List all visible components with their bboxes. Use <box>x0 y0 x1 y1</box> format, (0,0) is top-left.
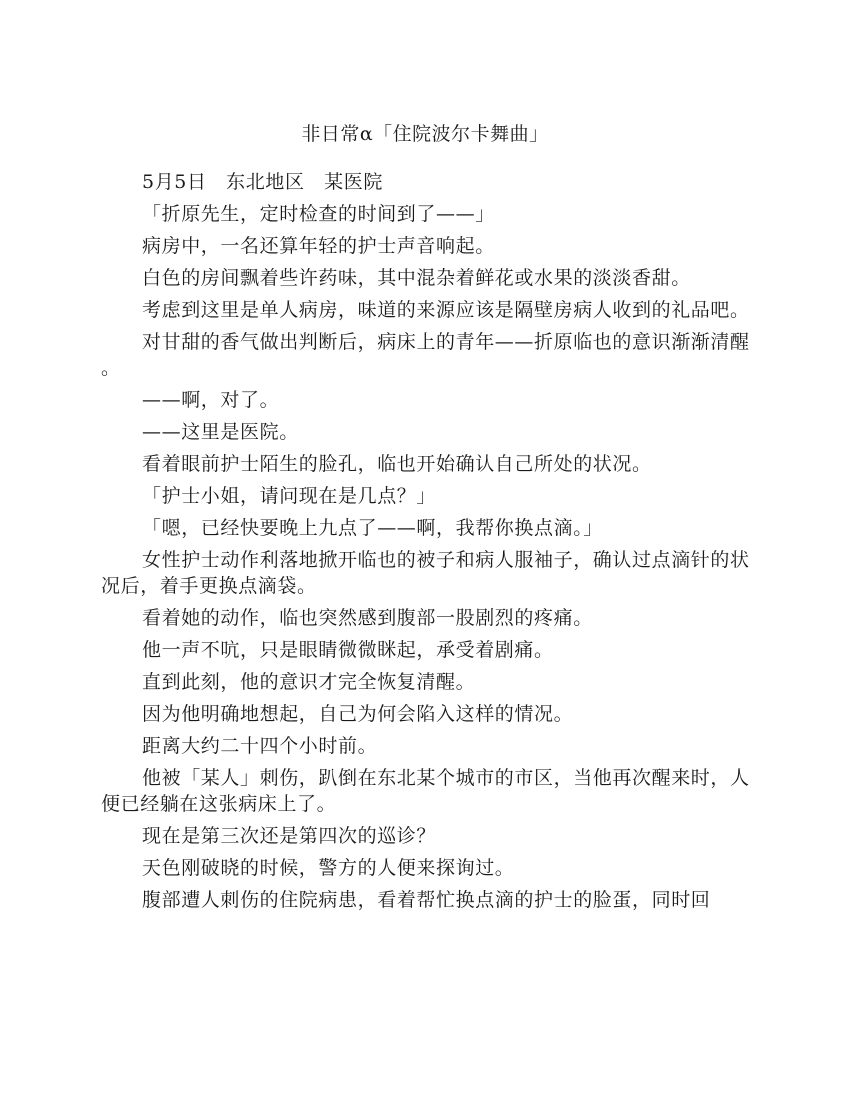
paragraph: 女性护士动作利落地掀开临也的被子和病人服袖子，确认过点滴针的状况后，着手更换点滴袋。 <box>101 549 750 597</box>
paragraph: 白色的房间飘着些许药味，其中混杂着鲜花或水果的淡淡香甜。 <box>142 267 691 289</box>
paragraph: 他一声不吭，只是眼睛微微眯起，承受着剧痛。 <box>142 639 554 661</box>
paragraph: 看着眼前护士陌生的脸孔，临也开始确认自己所处的状况。 <box>142 453 652 475</box>
body-text <box>101 169 751 919</box>
paragraph: ——这里是医院。 <box>142 421 299 443</box>
paragraph: 「嗯，已经快要晚上九点了——啊，我帮你换点滴。」 <box>142 517 603 539</box>
paragraph: 「护士小姐，请问现在是几点？」 <box>142 485 437 507</box>
paragraph: 直到此刻，他的意识才完全恢复清醒。 <box>142 671 476 693</box>
paragraph: 考虑到这里是单人病房，味道的来源应该是隔壁房病人收到的礼品吧。 <box>142 299 750 321</box>
paragraph: 腹部遭人刺伤的住院病患，看着帮忙换点滴的护士的脸蛋，同时回 <box>142 889 711 911</box>
paragraph: 距离大约二十四个小时前。 <box>142 735 378 757</box>
paragraph: 病房中，一名还算年轻的护士声音响起。 <box>142 235 495 257</box>
paragraph: 对甘甜的香气做出判断后，病床上的青年——折原临也的意识渐渐清醒。 <box>101 331 750 379</box>
paragraph: 因为他明确地想起，自己为何会陷入这样的情况。 <box>142 703 574 725</box>
paragraph: 「折原先生，定时检查的时间到了——」 <box>142 203 495 225</box>
chapter-title: 非日常α「住院波尔卡舞曲」 <box>301 123 549 145</box>
paragraph: 天色刚破晓的时候，警方的人便来探询过。 <box>142 857 515 879</box>
paragraph: 5月5日 东北地区 某医院 <box>142 171 383 193</box>
paragraph: 现在是第三次还是第四次的巡诊？ <box>142 825 437 847</box>
paragraph: 他被「某人」刺伤，趴倒在东北某个城市的市区，当他再次醒来时，人便已经躺在这张病床上了。 <box>101 767 750 815</box>
paragraph: 看着她的动作，临也突然感到腹部一股剧烈的疼痛。 <box>142 607 593 629</box>
paragraph: ——啊，对了。 <box>142 389 280 411</box>
